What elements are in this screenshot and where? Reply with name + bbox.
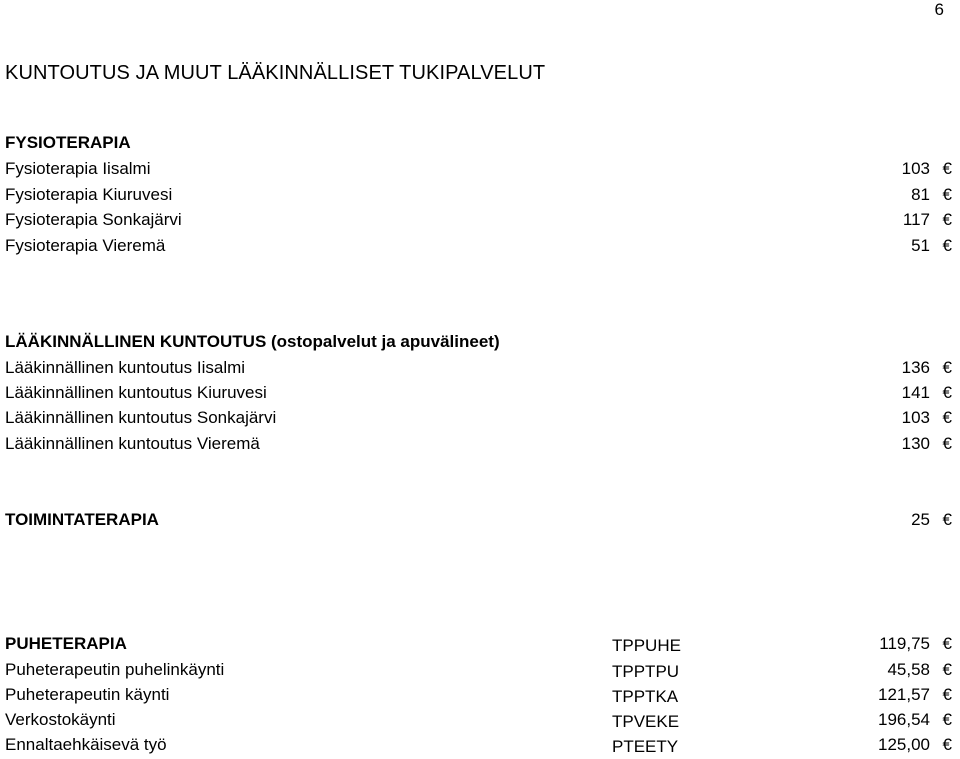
section-heading-toimintaterapia xyxy=(5,508,960,532)
item-label: Puheterapeutin puhelinkäynti xyxy=(5,660,225,679)
item-amount: 121,57 xyxy=(878,685,930,704)
item-code: TPPTKA xyxy=(612,687,679,706)
euro-sign: € xyxy=(942,510,952,529)
item-amount: 117 xyxy=(902,210,930,229)
table-row xyxy=(5,658,960,682)
page-number: 6 xyxy=(934,0,944,19)
table-row xyxy=(5,733,960,757)
item-amount: 130 xyxy=(901,434,930,453)
section-heading-label: LÄÄKINNÄLLINEN KUNTOUTUS (ostopalvelut ja apuvälineet) xyxy=(5,332,500,351)
item-amount: 81 xyxy=(911,185,930,204)
item-amount: 125,00 xyxy=(878,735,930,754)
section-heading-label: TOIMINTATERAPIA xyxy=(5,510,159,529)
euro-sign: € xyxy=(942,383,952,402)
list-item xyxy=(5,406,960,430)
section-heading-label: PUHETERAPIA xyxy=(5,634,127,653)
item-label: Lääkinnällinen kuntoutus Kiuruvesi xyxy=(5,383,267,402)
item-amount: 141 xyxy=(901,383,930,402)
item-amount: 103 xyxy=(901,159,930,178)
euro-sign: € xyxy=(942,685,952,704)
item-code: TPVEKE xyxy=(612,712,680,731)
item-amount: 51 xyxy=(911,236,930,255)
table-row xyxy=(5,708,960,732)
item-code: TPPUHE xyxy=(612,636,681,655)
table-row xyxy=(5,683,960,707)
item-amount: 45,58 xyxy=(887,660,930,679)
list-item xyxy=(5,157,960,181)
item-code: TPPTPU xyxy=(612,662,680,681)
section-heading-laakinnallinen xyxy=(5,330,960,354)
euro-sign: € xyxy=(942,735,952,754)
item-label: Lääkinnällinen kuntoutus Iisalmi xyxy=(5,358,246,377)
item-amount: 103 xyxy=(901,408,930,427)
item-label: Lääkinnällinen kuntoutus Sonkajärvi xyxy=(5,408,277,427)
item-label: Puheterapeutin käynti xyxy=(5,685,170,704)
euro-sign: € xyxy=(942,358,952,377)
item-label: Fysioterapia Vieremä xyxy=(5,236,166,255)
section-heading-label: FYSIOTERAPIA xyxy=(5,133,131,152)
euro-sign: € xyxy=(942,408,952,427)
item-label: Ennaltaehkäisevä työ xyxy=(5,735,167,754)
list-item xyxy=(5,432,960,456)
euro-sign: € xyxy=(942,660,952,679)
item-label: Fysioterapia Iisalmi xyxy=(5,159,151,178)
item-label: Lääkinnällinen kuntoutus Vieremä xyxy=(5,434,260,453)
item-amount: 136 xyxy=(901,358,930,377)
item-code: PTEETY xyxy=(612,737,679,756)
list-item xyxy=(5,183,960,207)
list-item xyxy=(5,208,960,232)
list-item xyxy=(5,381,960,405)
item-label: Fysioterapia Sonkajärvi xyxy=(5,210,182,229)
euro-sign: € xyxy=(942,710,952,729)
item-label: Fysioterapia Kiuruvesi xyxy=(5,185,173,204)
item-label: Verkostokäynti xyxy=(5,710,116,729)
section-heading-fysioterapia xyxy=(5,131,960,155)
list-item xyxy=(5,234,960,258)
euro-sign: € xyxy=(942,185,952,204)
euro-sign: € xyxy=(942,159,952,178)
euro-sign: € xyxy=(942,236,952,255)
item-amount: 196,54 xyxy=(878,710,930,729)
euro-sign: € xyxy=(942,210,952,229)
euro-sign: € xyxy=(942,434,952,453)
item-amount: 119,75 xyxy=(879,634,930,653)
list-item xyxy=(5,356,960,380)
section-heading-puheterapia xyxy=(5,632,960,656)
page-title: KUNTOUTUS JA MUUT LÄÄKINNÄLLISET TUKIPALVELUT xyxy=(5,62,546,84)
euro-sign: € xyxy=(942,634,952,653)
item-amount: 25 xyxy=(911,510,930,529)
